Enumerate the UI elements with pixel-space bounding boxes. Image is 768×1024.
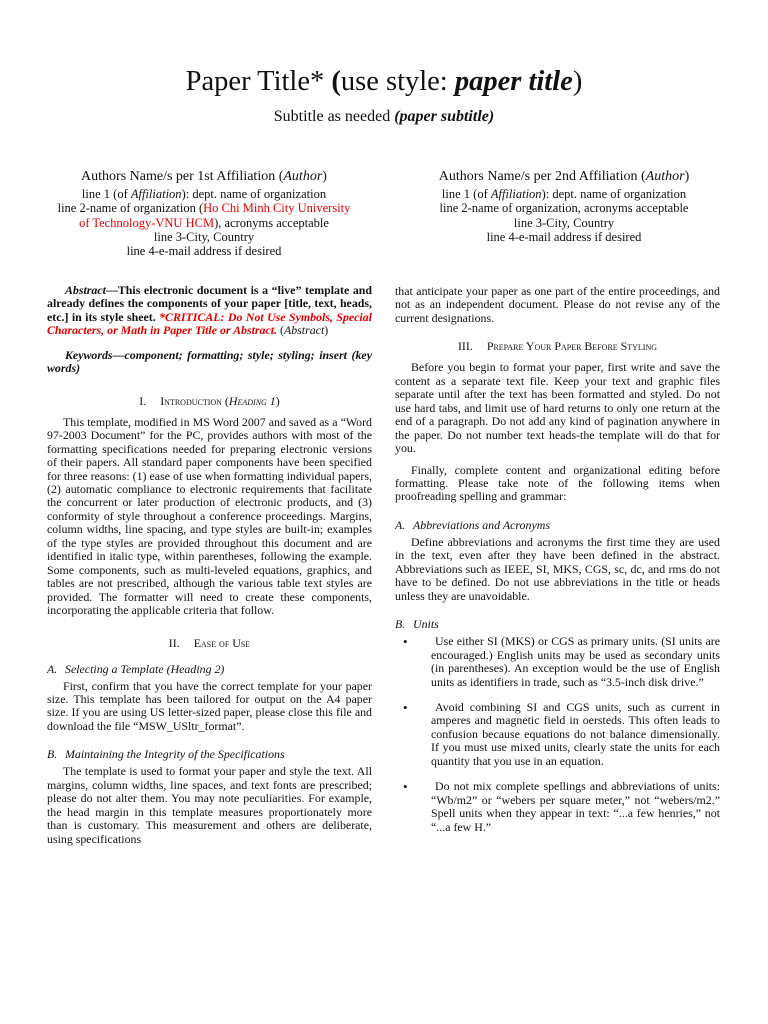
title-main: Paper Title*	[185, 66, 325, 97]
author2-name: Authors Name/s per 2nd Affiliation (Author)	[438, 169, 690, 184]
subheading-selecting-template: A. Selecting a Template (Heading 2)	[47, 661, 225, 676]
author1-line2-cont: of Technology-VNU HCM), acronyms acceptable	[79, 215, 329, 230]
selecting-template-paragraph: First, confirm that you have the correct template for your paper size. This template has been tailored for output on the A4 paper size. If you are using US letter-sized paper, please close this file and download the file “MSW_USltr_format”.	[47, 678, 372, 733]
subheading-maintaining-integrity: B. Maintaining the Integrity of the Specifications	[47, 747, 285, 762]
author-block-2	[410, 168, 718, 244]
section-heading-introduction: I. Introduction (Heading 1)	[139, 393, 280, 408]
title-close-paren: )	[572, 66, 583, 97]
keywords: Keywords—component; formatting; style; styling; insert (key words)	[47, 347, 372, 376]
subtitle-text: Subtitle as needed	[273, 108, 395, 125]
paper-title	[0, 62, 768, 102]
prepare-paragraph-2: Finally, complete content and organizational editing before formatting. Please take note of the following items when proofreading spelling and grammar:	[395, 462, 720, 504]
author1-line3: line 3-City, Country	[153, 229, 255, 244]
list-item: • Do not mix complete spellings and abbreviations of units: “Wb/m2” or “webers per square meter,” not “webers/m2.” Spell units when they appear in text: “...a few henries,” not “...a few H.”	[431, 780, 720, 834]
subheading-units: B. Units	[395, 617, 439, 632]
author2-line1: line 1 (of Affiliation): dept. name of organization	[441, 187, 687, 201]
author2-line2: line 2-name of organization, acronyms acceptable	[439, 201, 689, 216]
author2-line4: line 4-e-mail address if desired	[486, 229, 642, 244]
list-item: • Avoid combining SI and CGS units, such as current in amperes and magnetic field in oersteds. This often leads to confusion because equations do not balance dimensionally. If you must use mixed units, clearly state the units for each quantity that you use in an equation.	[431, 701, 720, 768]
title-use-style: use style:	[340, 66, 455, 97]
units-list	[395, 635, 720, 834]
abbreviations-paragraph: Define abbreviations and acronyms the first time they are used in the text, even after they have been defined in the abstract. Abbreviations such as IEEE, SI, MKS, CGS, sc, dc, and rms do not have to be defined. Do not use abbreviations in the title or heads unless they are unavoidable.	[395, 534, 720, 603]
section-heading-ease-of-use: II. Ease of Use	[168, 635, 251, 650]
abstract: Abstract—This electronic document is a “live” template and already defines the components of your paper [title, text, heads, etc.] in its style sheet. *CRITICAL: Do Not Use Symbols, Special Characters, or Math in Paper Title or Abstract. (Abstract)	[47, 283, 372, 338]
author1-line1: line 1 (of Affiliation): dept. name of organization	[81, 187, 327, 201]
author2-line3: line 3-City, Country	[513, 215, 615, 230]
author1-line2: line 2-name of organization (Ho Chi Minh City University	[57, 201, 351, 216]
right-column	[395, 285, 720, 846]
left-column	[47, 284, 372, 854]
maintaining-integrity-paragraph: The template is used to format your paper and style the text. All margins, column widths, line spaces, and text fonts are prescribed; please do not alter them. You may note peculiarities. For example, the head margin in this template measures proportionately more than is customary. This measurement and others are deliberate, using specifications	[47, 764, 372, 846]
paper-subtitle	[0, 106, 768, 128]
author1-name: Authors Name/s per 1st Affiliation (Author)	[81, 169, 327, 184]
subtitle-style-name: (paper subtitle)	[394, 108, 495, 125]
continued-paragraph: that anticipate your paper as one part of the entire proceedings, and not as an independent document. Please do not revise any of the current designations.	[395, 284, 720, 325]
section-heading-prepare-paper: III. Prepare Your Paper Before Styling	[457, 339, 658, 354]
subheading-abbreviations: A. Abbreviations and Acronyms	[395, 517, 550, 532]
intro-paragraph: This template, modified in MS Word 2007 and saved as a “Word 97-2003 Document” for the PC, provides authors with most of the formatting specifications needed for preparing electronic versions of their papers. All standard paper components have been specified for three reasons: (1) ease of use when formatting individual papers, (2) automatic compliance to electronic requirements that facilitate the concurrent or later production of electronic products, and (3) conformity of style throughout a conference proceedings. Margins, column widths, line spacing, and type styles are built-in; examples of the type styles are provided throughout this document and are identified in italic type, within parentheses, following the example. Some components, such as multi-leveled equations, graphics, and tables are not prescribed, although the various table text styles are provided. The formatter will need to create these components, incorporating the applicable criteria that follow.	[47, 414, 372, 618]
title-style-name: paper title	[454, 66, 573, 97]
list-item: • Use either SI (MKS) or CGS as primary units. (SI units are encouraged.) English units may be used as secondary units (in parentheses). An exception would be the use of English units as identifiers in trade, such as “3.5-inch disk drive.”	[431, 635, 720, 689]
author-block-1	[44, 168, 364, 258]
author1-line4: line 4-e-mail address if desired	[126, 244, 282, 259]
prepare-paragraph-1: Before you begin to format your paper, first write and save the content as a separate text file. Keep your text and graphic files separate until after the text has been formatted and styled. Do not use hard tabs, and limit use of hard returns to only one return at the end of a paragraph. Do not add any kind of pagination anywhere in the paper. Do not number text heads-the template will do that for you.	[395, 360, 720, 456]
title-open-paren: (	[324, 66, 341, 97]
